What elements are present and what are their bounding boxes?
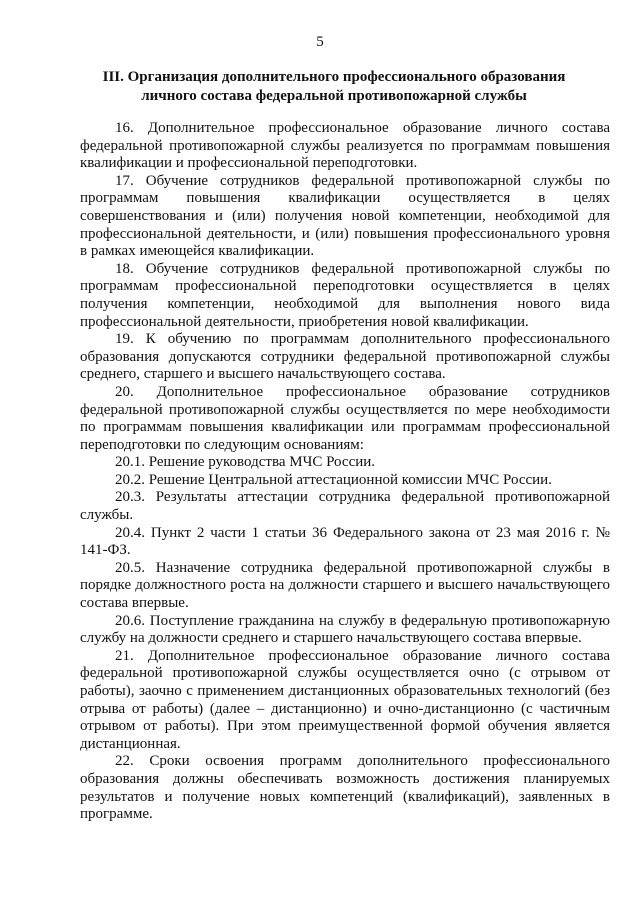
section-title-line-2: личного состава федеральной противопожарной службы bbox=[141, 88, 527, 104]
paragraph-20-1: 20.1. Решение руководства МЧС России. bbox=[115, 454, 376, 471]
paragraph-20-2: 20.2. Решение Центральной аттестационной комиссии МЧС России. bbox=[115, 471, 552, 488]
paragraph-18: 18. Обучение сотрудников федеральной противопожарной службы по программам профессиональной переподготовки осуществляется в целях получения компетенции, необходимой для выполнения нового вида профессиональной деятельности, приобретения новой квалификации. bbox=[80, 260, 610, 330]
paragraph-21: 21. Дополнительное профессиональное образование личного состава федеральной противопожарной службы осуществляется очно (с отрывом от работы), заочно с применением дистанционных образовательных технологий (без отрыва от работы) (далее – дистанционно) и очно-дистанционно (с частичным отрывом от работы). При этом преимущественной формой обучения является дистанционная. bbox=[80, 647, 610, 752]
page-number: 5 bbox=[316, 34, 324, 50]
paragraph-17: 17. Обучение сотрудников федеральной противопожарной службы по программам повышения квалификации осуществляется в целях совершенствования и (или) получения новой компетенции, необходимой для профессиональной деятельности, и (или) повышения профессионального уровня в рамках имеющейся квалификации. bbox=[80, 172, 610, 260]
paragraph-20: 20. Дополнительное профессиональное образование сотрудников федеральной противопожарной службы осуществляется по мере необходимости по программам повышения квалификации или программам профессиональной переподготовки по следующим основаниям: bbox=[80, 383, 610, 453]
section-title bbox=[60, 68, 608, 106]
paragraph-20-4: 20.4. Пункт 2 части 1 статьи 36 Федерального закона от 23 мая 2016 г. № 141-ФЗ. bbox=[80, 524, 610, 559]
paragraph-19: 19. К обучению по программам дополнительного профессионального образования допускаются сотрудники федеральной противопожарной службы среднего, старшего и высшего начальствующего состава. bbox=[80, 331, 610, 383]
paragraph-16: 16. Дополнительное профессиональное образование личного состава федеральной противопожарной службы реализуется по программам повышения квалификации и профессиональной переподготовки. bbox=[80, 120, 610, 172]
paragraph-22: 22. Сроки освоения программ дополнительного профессионального образования должны обеспечивать возможность достижения планируемых результатов и получение новых компетенций (квалификаций), заявленных в программе. bbox=[80, 753, 610, 823]
paragraph-20-6: 20.6. Поступление гражданина на службу в федеральную противопожарную службу на должности среднего и старшего начальствующего состава впервые. bbox=[80, 612, 610, 647]
paragraph-20-3: 20.3. Результаты аттестации сотрудника федеральной противопожарной службы. bbox=[80, 489, 610, 524]
section-title-line-1: III. Организация дополнительного профессионального образования bbox=[102, 69, 566, 85]
body-text bbox=[80, 120, 610, 824]
paragraph-20-5: 20.5. Назначение сотрудника федеральной противопожарной службы в порядке должностного роста на должности старшего и высшего начальствующего состава впервые. bbox=[80, 559, 610, 612]
